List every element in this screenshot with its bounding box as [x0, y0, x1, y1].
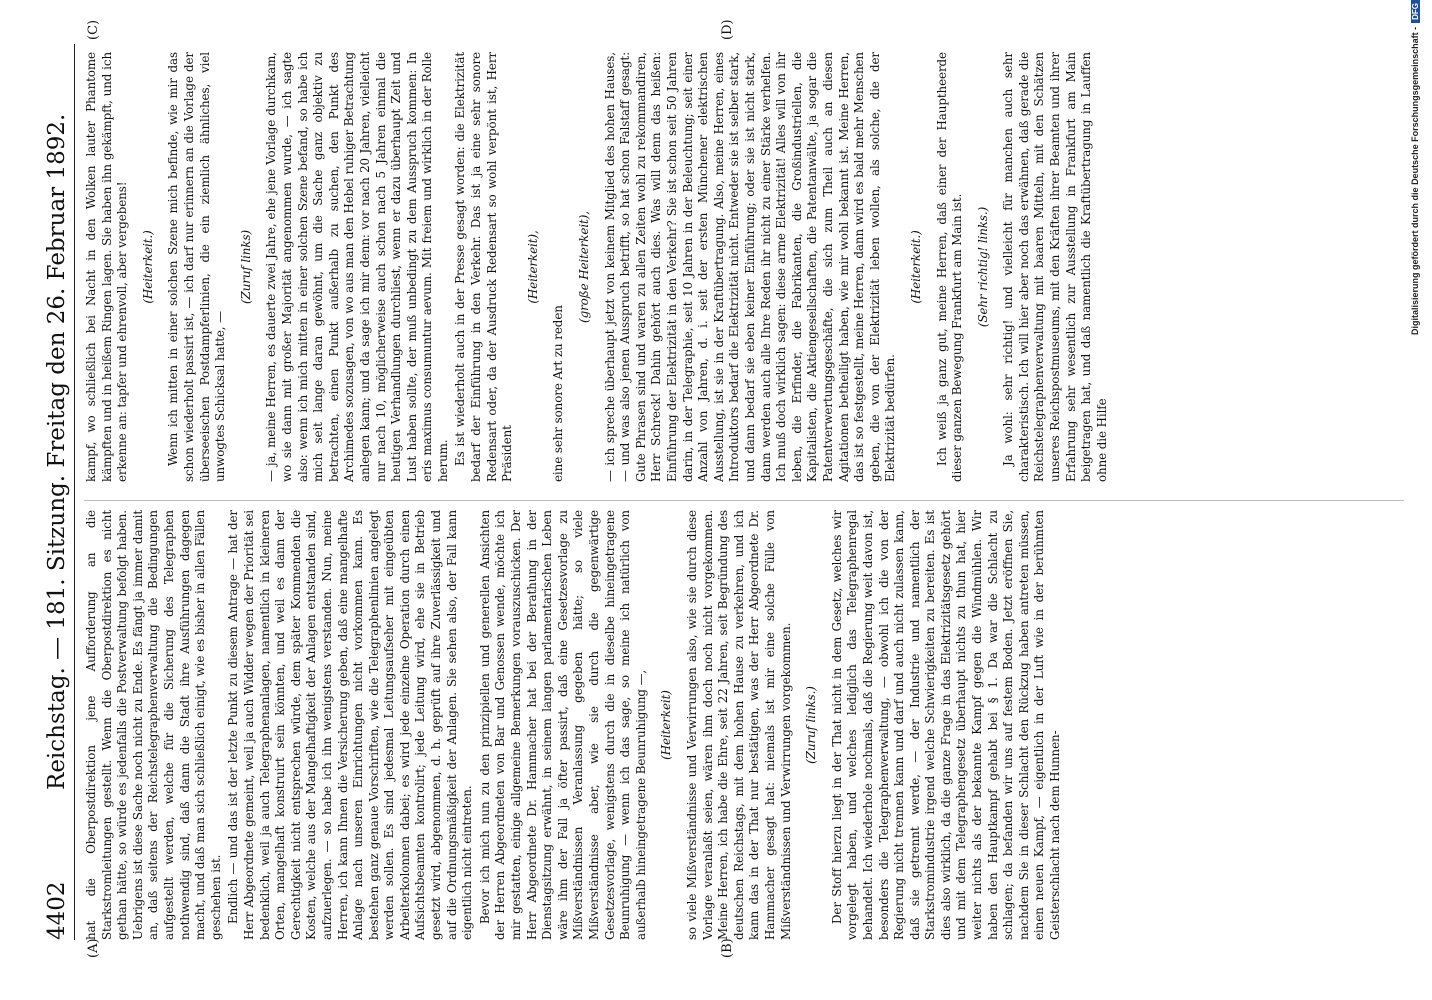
paragraph: — ich spreche überhaupt jetzt von keinem Mitglied des hohen Hauses, — und was also jenen Ausspruch betrifft, so hat schon Falstaff gesagt: Gute Phrasen sind und waren zu allen Zeiten wohl zu rekommandiren, Herr Schreck! Dahin gehört auch dies. Was will denn das heißen: Einführung der Elektrizität in den Verkehr? Sie ist schon seit 50 Jahren darin, in der Telegraphie, seit 10 Jahren in der Beleuchtung; seit einer Anzahl von Jahren, d. i. seit der ersten Münchener elektrischen Ausstellung, ist sie in der Kraftübertragung. Also, meine Herren, eines Introduktors bedarf die Elektrizität nicht. Entweder sie ist selber stark, und dann bedarf sie eben keiner Einführung; oder sie ist nicht stark, dann werden auch alle Ihre Reden ihr nicht zu einer Stärke verhelfen. Ich muß doch wirklich sagen: diese arme Elektrizität! Alles will von ihr leben, die Erfinder, die Fabrikanten, die Großindustriellen, die Kapitalisten, die Aktiengesellschaften, die Patentanwälte, ja sogar die Patentverwertungsgeschäfte, die sich zum Theil auch an diesen Agitationen betheiligt haben, wie mir wohl bekannt ist. Meine Herren, das ist so festgestellt, meine Herren, dann wird es bald mehr Menschen geben, die von der Elektrizität leben wollen, als solche, die der Elektrizität bedürfen.	[602, 52, 898, 482]
paragraph: Bevor ich mich nun zu den prinzipiellen und generellen Ansichten der Herren Abgeordneten von Bar und Genossen wende, möchte ich mir gestatten, einige allgemeine Bemerkungen vorauszuschicken. Der Herr Abgeordnete Dr. Hammacher hat bei der Berathung in der Dienstagsitzung erwähnt, in seinem langen parlamentarischen Leben wäre ihm der Fall ja öfter passirt, daß eine Gesetzesvorlage zu Mißverständnissen Veranlassung gegeben hätte; so viele Mißverständnisse aber, wie sie durch die gegenwärtige Gesetzesvorlage, wenigstens durch die in dieselbe hineingetragene Beunruhigung — wenn ich das sage, so meine ich natürlich von außerhalb hineingetragene Beunruhigung —,	[477, 510, 648, 940]
stage-direction: (Sehr richtig! links.)	[975, 206, 990, 328]
paragraph: Endlich — und das ist der letzte Punkt zu diesem Antrage — hat der Herr Abgeordnete gemeint, weil ja auch Widder wegen der Priorität sei bedenklich, weil ja auch Telegraphenanlagen, namentlich in kleineren Orten, mangelhaft konstruirt sein könnten, und weil es dann der Gerechtigkeit nicht entsprechen würde, dem später Kommenden die Kosten, welche aus der Mangelhaftigkeit der Anlagen entstanden sind, aufzuerlegen. — so habe ich ihn wenigstens verstanden. Nun, meine Herren, ich kann Ihnen die Versicherung geben, daß eine mangelhafte Anlage nach unseren Einrichtungen nicht vorkommen kann. Es bestehen ganz genaue Vorschriften, wie die Telegraphenlinien angelegt werden sollen. Es sind jedesmal Leitungsaufseher mit eingeübten Arbeiterkolonnen dabei; es wird jede einzelne Operation durch einen Aufsichtsbeamten kontrolirt; jede Leitung wird, ehe sie in Betrieb gesetzt wird, abgenommen, d. h. geprüft auf ihre Zuverlässigkeit und auf die Ordnungsmäßigkeit der Anlagen. Sie sehen also, der Fall kann eigentlich nicht eintreten.	[226, 510, 475, 940]
stage-direction: (Zuruf links)	[238, 230, 253, 304]
paragraph: so viele Mißverständnisse und Verwirrungen also, wie sie durch diese Vorlage veranlaßt seien, wären ihm doch noch nicht vorgekommen. Meine Herren, ich habe die Ehre, seit 22 Jahren, seit Begründung des deutschen Reichstags, mit dem hohen Hause zu verkehren, und ich kann das in der That nur bestätigen, was der Herr Abgeordnete Dr. Hammacher gesagt hat: niemals ist mir eine solche Fülle von Mißverständnissen und Verwirrungen vorgekommen.	[684, 510, 793, 940]
paragraph: Der Stoff hierzu liegt in der That nicht in dem Gesetz, welches wir vorgelegt haben, und welches lediglich das Telegraphenregal behandelt. Ich wiederhole nochmals, daß die Regierung weit davon ist, besonders die Telegraphenverwaltung, — obwohl ich die von der Regierung nicht trennen kann und darf und auch nicht zulassen kann, daß sie getrennt werde, — der Industrie und namentlich der Starkstromindustrie irgend welche Schwierigkeiten zu bereiten. Es ist dies also wirklich, da die ganze Frage in das Elektrizitätsgesetz gehört und mit dem Telegraphengesetz überhaupt nichts zu thun hat, hier weiter nichts als der bekannte Kampf gegen die Windmühlen. Wir haben den Hauptkampf gehabt bei § 1. Da war die Schlacht zu schlagen; da befanden wir uns auf festem Boden. Jetzt eröffnen Sie, nachdem Sie in dieser Schlacht den Rückzug haben antreten müssen, einen neuen Kampf, — eigentlich in der Luft wie in der berühmten Geisterschlacht nach dem Hunnen-	[829, 510, 1063, 940]
column-divider	[84, 500, 1404, 501]
margin-mark-a: (A)	[86, 938, 101, 958]
stage-direction: (Zuruf links.)	[804, 686, 819, 764]
stage-direction: (Heiterkeit.)	[140, 230, 155, 304]
credit-text: Digitalisierung gefördert durch die Deutsche Forschungsgemeinschaft -	[1410, 26, 1420, 335]
stage-direction: (Heiterkeit.)	[908, 230, 923, 304]
left-column	[84, 510, 1066, 940]
paragraph: Ja wohl: sehr richtig! und vielleicht für manchen auch sehr charakteristisch. Ich will hier aber noch das erwähnen, daß gerade die Reichstelegraphenverwaltung mit baaren Mitteln, mit den Schätzen unseres Reichspostmuseums, mit den Kräften ihrer Beamten und ihrer Erfahrung sehr wesentlich zur Ausstellung in Frankfurt am Main beigetragen hat, und daß namentlich die Kraftübertragung in Lauffen ohne die Hilfe	[1001, 52, 1109, 482]
paragraph: Ich weiß ja ganz gut, meine Herren, daß einer der Hauptheerde dieser ganzen Bewegung Frankfurt am Main ist.	[934, 52, 965, 482]
stage-direction: (große Heiterkeit),	[577, 211, 592, 323]
paragraph: hat die Oberpostdirektion jene Aufforderung an die Starkstromleitungen gestellt. Wenn die Oberpostdirektion es nicht gethan hätte, so würde es jedenfalls die Postverwaltung befolgt haben. Uebrigens ist diese Sache noch nicht zu Ende. Es fängt ja immer damit an, daß seitens der Reichstelegraphenverwaltung die Bedingungen aufgestellt werden, welche für die Sicherung des Telegraphen nothwendig sind, daß dann die Stadt ihre Ausführungen dagegen macht, und daß man sich schließlich einigt, wie es bisher in allen Fällen geschehen ist.	[84, 510, 223, 940]
margin-mark-b: (B)	[720, 938, 735, 958]
paragraph: Es ist wiederholt auch in der Presse gesagt worden: die Elektrizität bedarf der Einführung in den Verkehr. Das ist ja eine sehr sonore Redensart oder, da der Ausdruck Redensart so wohl verpönt ist, Herr Präsident	[453, 52, 515, 482]
paragraph: Wenn ich mitten in einer solchen Szene mich befinde, wie mir das schon wiederholt passirt ist, — ich darf nur erinnern an die Vorlage der überseeischen Postdampferlinien, die ein ziemlich ähnliches, viel unwogtes Schicksal hatte, —	[166, 52, 228, 482]
paragraph: eine sehr sonore Art zu reden	[551, 305, 566, 482]
paragraph: — ja, meine Herren, es dauerte zwei Jahre, ehe jene Vorlage durchkam, wo sie dann mit großer Majorität angenommen wurde, — ich sagte also: wenn ich mich mitten in einer solchen Szene befand, so habe ich mich seit lange daran gewöhnt, um die Sache ganz objektiv zu betrachten, einen Punkt außerhalb zu suchen, den Punkt des Archimedes sozusagen, von wo aus man den Hebel ruhiger Betrachtung anlegen kann; und da sage ich mir denn: vor nach 20 Jahren, vielleicht nur nach 10, möglicherweise auch schon nach 5 Jahren einmal die heutigen Verhandlungen durchliest, wenn er dazu überhaupt Zeit und Lust haben sollte, der muß unbedingt zu dem Ausspruch kommen: In eris maximus consumuntur aevum. Mit freiem und wirklich in der Rolle herum.	[264, 52, 450, 482]
running-header	[44, 44, 75, 940]
header-title: Reichstag. — 181. Sitzung. Freitag den 26. Februar 1892.	[44, 113, 70, 790]
right-column	[84, 52, 1112, 482]
digitization-credit	[1410, 0, 1420, 1000]
stage-direction: (Heiterkeit),	[525, 230, 540, 304]
paragraph: kampf, wo schließlich bei Nacht in den Wolken lauter Phantome kämpften und in heißem Ringen lagen. Sie haben ihn gekämpft, und ich erkenne an: tapfer und ehrenvoll, aber vergebens!	[84, 52, 130, 482]
page-number: 4402	[44, 881, 70, 940]
stage-direction: (Heiterkeit)	[659, 690, 674, 760]
margin-mark-c: (C)	[86, 19, 101, 40]
dfg-logo: DFG	[1411, 0, 1420, 23]
margin-mark-d: (D)	[720, 19, 735, 40]
